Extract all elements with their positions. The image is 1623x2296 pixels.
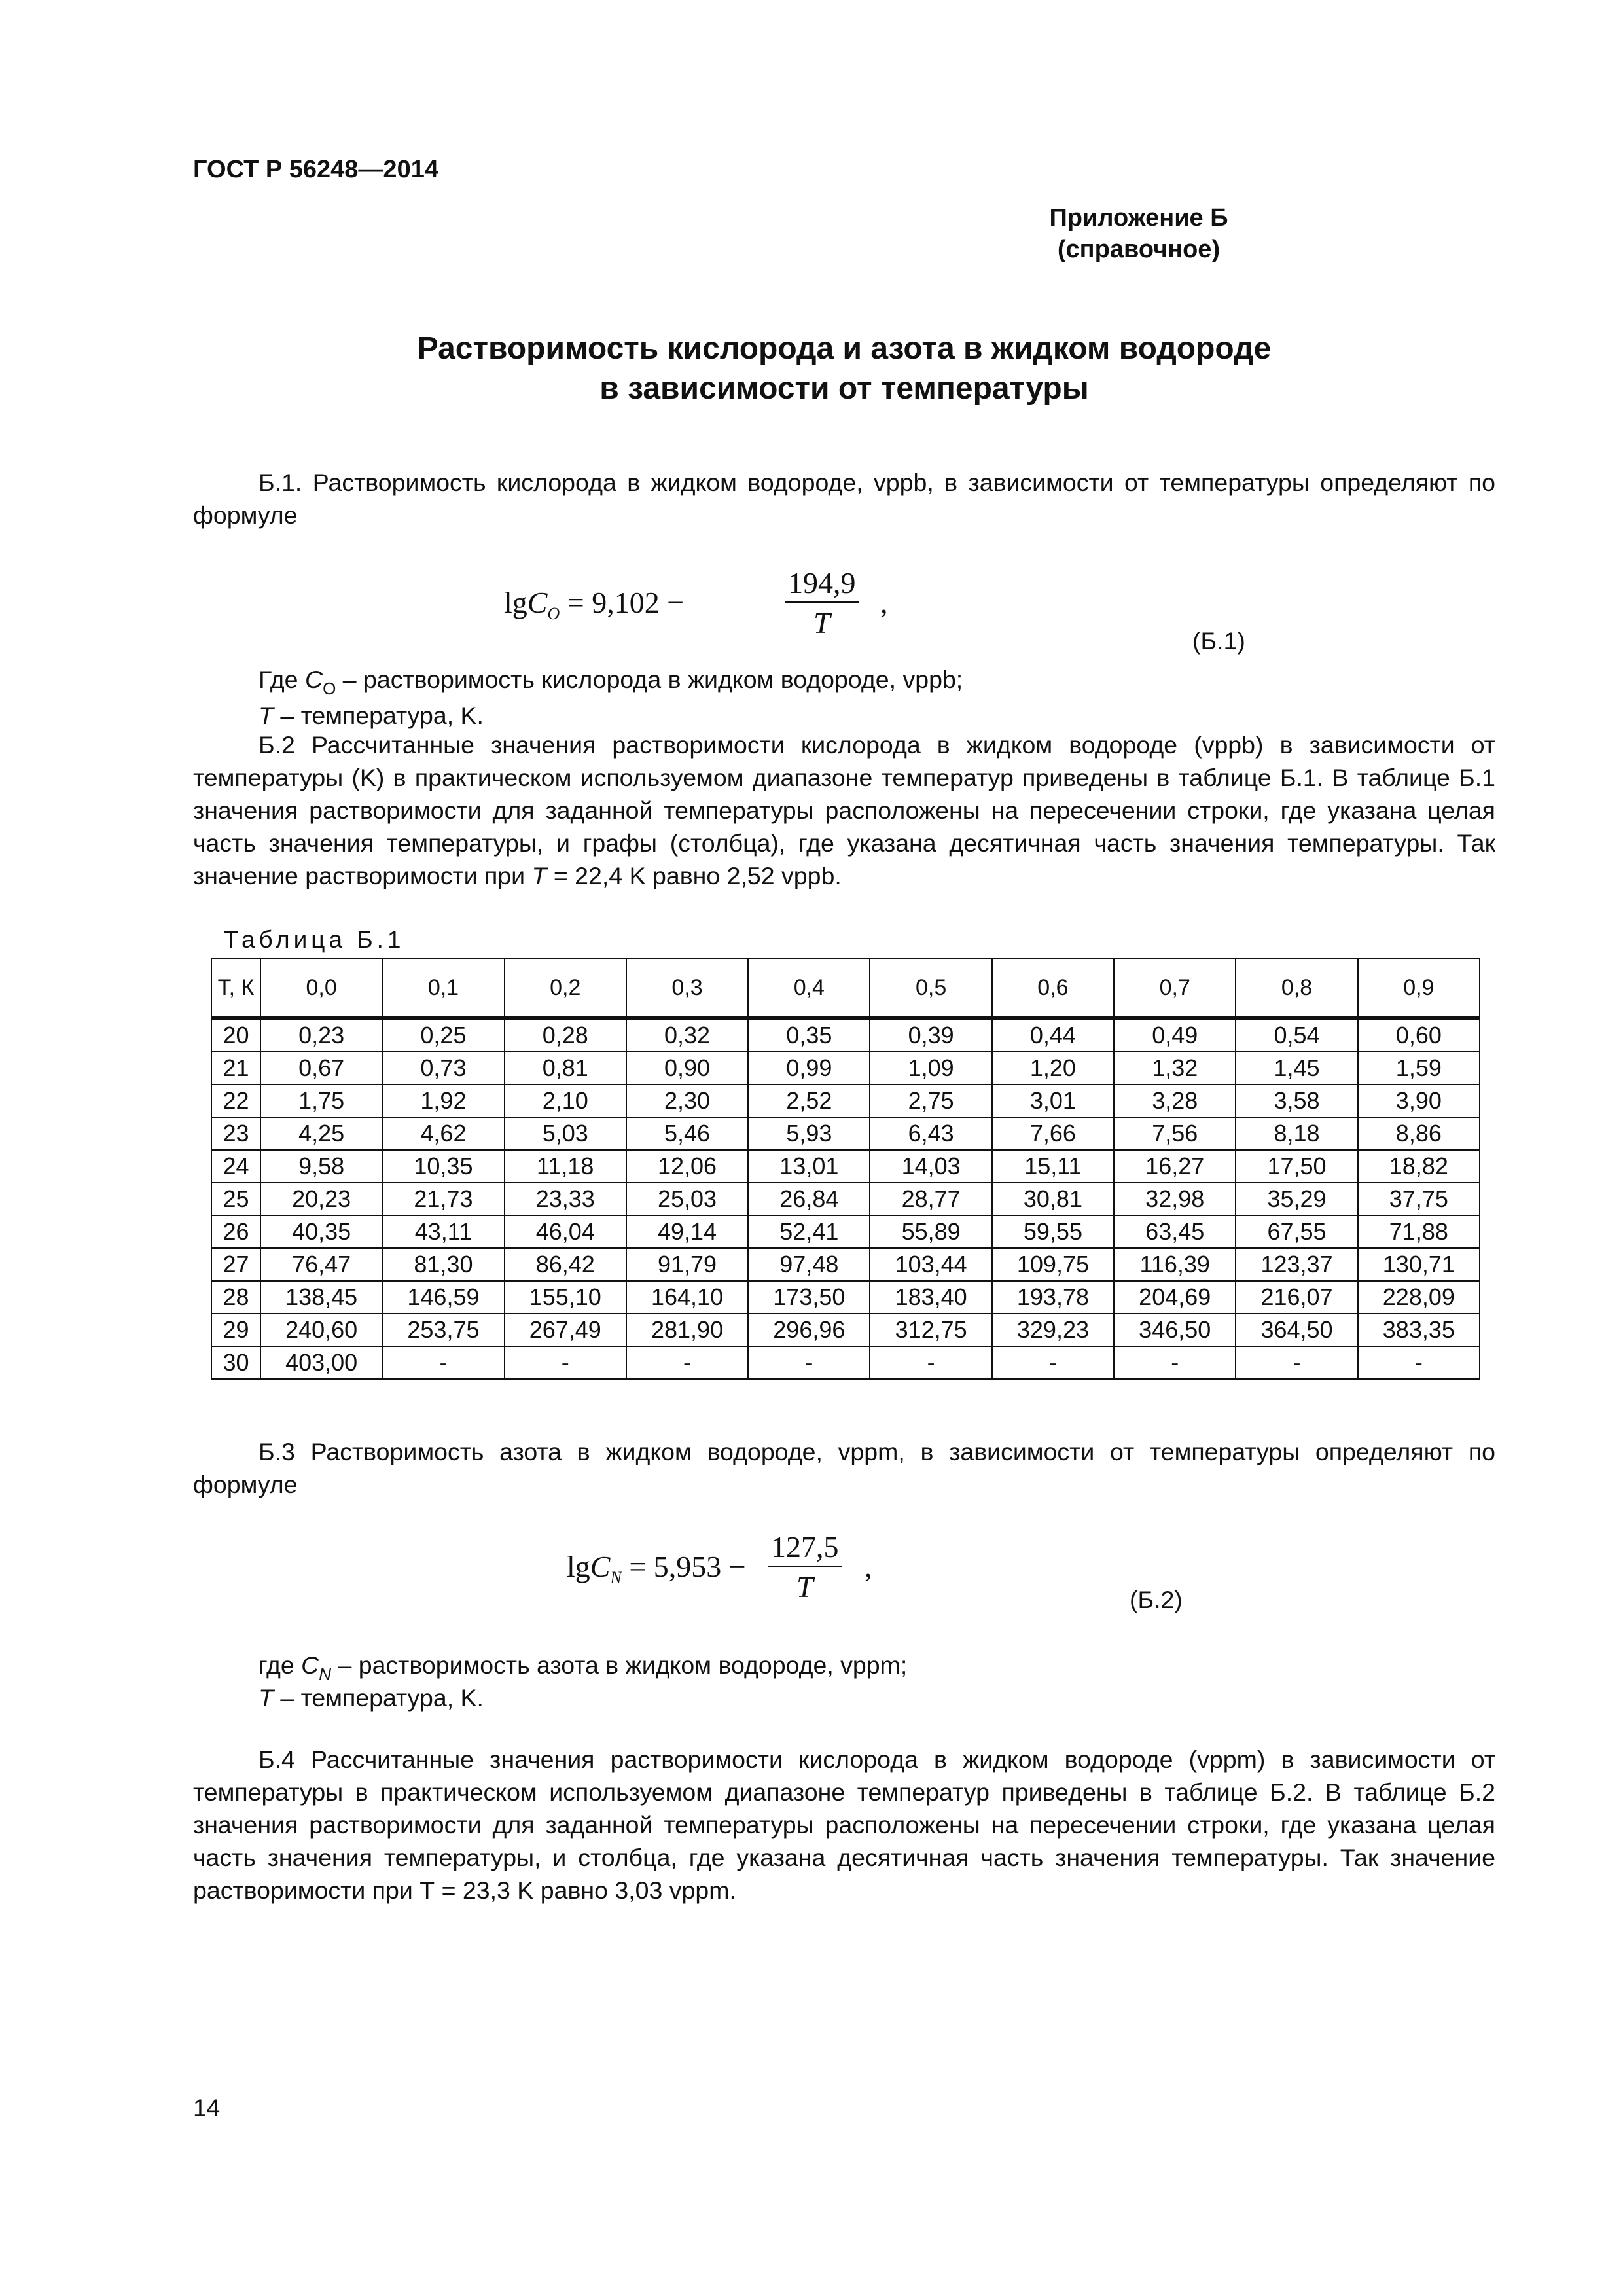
table-cell: 18,82 [1358, 1150, 1480, 1183]
table-cell: 40,35 [260, 1215, 382, 1248]
table-b1-row-temp: 25 [211, 1183, 260, 1215]
table-cell: 3,28 [1114, 1085, 1236, 1117]
formula-b2-tail: , [865, 1550, 872, 1583]
formula-b2-numerator: 127,5 [768, 1530, 842, 1567]
table-cell: 103,44 [870, 1248, 991, 1281]
table-cell: 37,75 [1358, 1183, 1480, 1215]
table-cell: 5,03 [505, 1117, 626, 1150]
where-t2-line [259, 1681, 484, 1714]
formula-b2-lg: lg [567, 1550, 590, 1583]
table-cell: 3,58 [1236, 1085, 1357, 1117]
where-n-var: C [301, 1651, 319, 1679]
table-cell: - [1236, 1346, 1357, 1379]
table-cell: 0,73 [382, 1052, 504, 1085]
table-b1-header-row [211, 958, 1480, 1018]
formula-b1-lg: lg [504, 586, 527, 619]
table-cell: 1,59 [1358, 1052, 1480, 1085]
table-row [211, 1281, 1480, 1314]
table-b1-row-temp: 30 [211, 1346, 260, 1379]
table-cell: 0,49 [1114, 1018, 1236, 1052]
table-cell: 146,59 [382, 1281, 504, 1314]
table-row [211, 1018, 1480, 1052]
table-cell: 383,35 [1358, 1314, 1480, 1346]
table-cell: 0,25 [382, 1018, 504, 1052]
table-row [211, 1085, 1480, 1117]
table-cell: 59,55 [992, 1215, 1114, 1248]
table-cell: 67,55 [1236, 1215, 1357, 1248]
table-b1-col-header: 0,3 [626, 958, 748, 1018]
table-b1-col-header: 0,4 [748, 958, 870, 1018]
table-b1-corner: Т, К [211, 958, 260, 1018]
table-cell: 253,75 [382, 1314, 504, 1346]
table-cell: 1,20 [992, 1052, 1114, 1085]
table-cell: 0,60 [1358, 1018, 1480, 1052]
table-cell: 204,69 [1114, 1281, 1236, 1314]
where-n-sub: N [319, 1664, 332, 1684]
table-cell: 5,93 [748, 1117, 870, 1150]
formula-b2-var: C [590, 1550, 611, 1583]
table-cell: 329,23 [992, 1314, 1114, 1346]
table-cell: 55,89 [870, 1215, 991, 1248]
table-cell: 14,03 [870, 1150, 991, 1183]
where-n-prefix: где [259, 1651, 294, 1679]
table-cell: 0,44 [992, 1018, 1114, 1052]
table-cell: 0,23 [260, 1018, 382, 1052]
table-cell: - [626, 1346, 748, 1379]
table-row [211, 1215, 1480, 1248]
table-cell: 0,81 [505, 1052, 626, 1085]
table-cell: 173,50 [748, 1281, 870, 1314]
table-b1-row-temp: 28 [211, 1281, 260, 1314]
table-cell: 1,45 [1236, 1052, 1357, 1085]
table-cell: 0,67 [260, 1052, 382, 1085]
table-cell: 1,92 [382, 1085, 504, 1117]
table-cell: 21,73 [382, 1183, 504, 1215]
table-row [211, 1314, 1480, 1346]
where-n-text: – растворимость азота в жидком водороде, vppm; [331, 1651, 908, 1679]
formula-b2-sub: N [610, 1568, 622, 1587]
table-b1-row-temp: 24 [211, 1150, 260, 1183]
table-cell: 267,49 [505, 1314, 626, 1346]
table-cell: 86,42 [505, 1248, 626, 1281]
table-cell: 49,14 [626, 1215, 748, 1248]
table-cell: 116,39 [1114, 1248, 1236, 1281]
table-cell: 1,75 [260, 1085, 382, 1117]
table-b1-row-temp: 21 [211, 1052, 260, 1085]
appendix-name: Приложение Б [1049, 204, 1228, 232]
table-cell: 216,07 [1236, 1281, 1357, 1314]
table-cell: - [748, 1346, 870, 1379]
table-cell: 4,25 [260, 1117, 382, 1150]
section-b4-text: Б.4 Рассчитанные значения растворимости кислорода в жидком водороде (vppm) в зависимости от температуры в практическом используемом диапазоне температур приведены в таблице Б.2. В таблице Б.2 значения растворимости для заданной температуры расположены на пересечении строки, где указана целая часть значения температуры, и столбца, где указана десятичная часть значения температуры. Так значение растворимости при Т = 23,3 K равно 3,03 vppm. [193, 1746, 1495, 1904]
table-cell: 3,90 [1358, 1085, 1480, 1117]
formula-b2-rhs: = 5,953 − [629, 1550, 746, 1583]
table-cell: 123,37 [1236, 1248, 1357, 1281]
table-cell: 2,75 [870, 1085, 991, 1117]
table-b1-col-header: 0,0 [260, 958, 382, 1018]
formula-b2-denominator: T [796, 1570, 813, 1604]
table-b1-caption: Таблица Б.1 [224, 926, 405, 953]
table-cell: 346,50 [1114, 1314, 1236, 1346]
table-row [211, 1183, 1480, 1215]
table-cell: 71,88 [1358, 1215, 1480, 1248]
table-b1-col-header: 0,9 [1358, 958, 1480, 1018]
table-cell: 20,23 [260, 1183, 382, 1215]
table-cell: 63,45 [1114, 1215, 1236, 1248]
table-cell: - [1114, 1346, 1236, 1379]
where-sub: O [323, 679, 336, 698]
table-cell: 364,50 [1236, 1314, 1357, 1346]
page-title-line2: в зависимости от температуры [599, 371, 1089, 406]
table-cell: 138,45 [260, 1281, 382, 1314]
table-b1-row-temp: 20 [211, 1018, 260, 1052]
table-b1-col-header: 0,1 [382, 958, 504, 1018]
table-cell: 312,75 [870, 1314, 991, 1346]
table-cell: 403,00 [260, 1346, 382, 1379]
section-b2-text-b: = 22,4 K равно 2,52 vppb. [553, 862, 842, 889]
table-cell: 35,29 [1236, 1183, 1357, 1215]
table-cell: 1,32 [1114, 1052, 1236, 1085]
table-cell: 6,43 [870, 1117, 991, 1150]
formula-b1-sub: O [547, 604, 560, 623]
table-cell: 228,09 [1358, 1281, 1480, 1314]
table-cell: 25,03 [626, 1183, 748, 1215]
table-cell: 4,62 [382, 1117, 504, 1150]
formula-b1-fraction [785, 565, 859, 640]
table-cell: 1,09 [870, 1052, 991, 1085]
table-cell: 155,10 [505, 1281, 626, 1314]
table-cell: 183,40 [870, 1281, 991, 1314]
table-cell: 81,30 [382, 1248, 504, 1281]
table-row [211, 1052, 1480, 1085]
table-cell: - [992, 1346, 1114, 1379]
formula-b1-numerator: 194,9 [785, 565, 859, 603]
table-cell: 2,52 [748, 1085, 870, 1117]
table-cell: 0,35 [748, 1018, 870, 1052]
formula-b1-number: (Б.1) [1192, 627, 1245, 655]
table-b1-body [211, 1018, 1480, 1380]
table-cell: 2,30 [626, 1085, 748, 1117]
formula-b1-var: C [527, 586, 548, 619]
table-cell: - [1358, 1346, 1480, 1379]
where-var: C [304, 666, 323, 693]
table-cell: 30,81 [992, 1183, 1114, 1215]
table-cell: 16,27 [1114, 1150, 1236, 1183]
appendix-type: (справочное) [1057, 236, 1221, 263]
table-cell: 10,35 [382, 1150, 504, 1183]
table-cell: 3,01 [992, 1085, 1114, 1117]
formula-b1-rhs: = 9,102 − [567, 586, 685, 619]
page-title-line1: Растворимость кислорода и азота в жидком водороде [417, 331, 1272, 366]
table-cell: - [382, 1346, 504, 1379]
table-b1-row-temp: 26 [211, 1215, 260, 1248]
table-cell: 164,10 [626, 1281, 748, 1314]
table-cell: - [505, 1346, 626, 1379]
table-b1-col-header: 0,2 [505, 958, 626, 1018]
section-b2-text [193, 728, 1495, 892]
document-code: ГОСТ Р 56248—2014 [193, 156, 438, 183]
table-cell: 0,99 [748, 1052, 870, 1085]
table-cell: 0,32 [626, 1018, 748, 1052]
table-cell: 13,01 [748, 1150, 870, 1183]
table-cell: 240,60 [260, 1314, 382, 1346]
table-b1-row-temp: 23 [211, 1117, 260, 1150]
formula-b2-number: (Б.2) [1130, 1586, 1183, 1613]
table-cell: 76,47 [260, 1248, 382, 1281]
table-cell: 23,33 [505, 1183, 626, 1215]
where-prefix: Где [259, 666, 298, 693]
t2-var: T [259, 1684, 274, 1712]
table-b1-col-header: 0,6 [992, 958, 1114, 1018]
table-cell: 7,66 [992, 1117, 1114, 1150]
table-cell: 5,46 [626, 1117, 748, 1150]
table-b1-col-header: 0,5 [870, 958, 991, 1018]
table-cell: 28,77 [870, 1183, 991, 1215]
table-cell: 7,56 [1114, 1117, 1236, 1150]
section-b2-text-a: Б.2 Рассчитанные значения растворимости кислорода в жидком водороде (vppb) в зависимости от температуры (K) в практическом используемом диапазоне температур приведены в таблице Б.1. В таблице Б.1 значения растворимости для заданной температуры расположены на пересечении строки, где указана целая часть значения температуры, и графы (столбца), где указана десятичная часть значения температуры. Так значение растворимости при [193, 731, 1495, 889]
table-b1-row-temp: 29 [211, 1314, 260, 1346]
t-var: T [259, 702, 274, 729]
table-cell: 2,10 [505, 1085, 626, 1117]
t-text: – температура, K. [273, 702, 484, 729]
table-cell: 12,06 [626, 1150, 748, 1183]
formula-b1-tail: , [880, 586, 888, 619]
section-b1-text: Б.1. Растворимость кислорода в жидком водороде, vppb, в зависимости от температуры определяют по формуле [193, 469, 1495, 529]
table-row [211, 1150, 1480, 1183]
table-cell: 26,84 [748, 1183, 870, 1215]
table-cell: 193,78 [992, 1281, 1114, 1314]
table-row [211, 1248, 1480, 1281]
table-cell: 8,18 [1236, 1117, 1357, 1150]
where-text: – растворимость кислорода в жидком водороде, vppb; [336, 666, 963, 693]
table-cell: - [870, 1346, 991, 1379]
table-cell: 8,86 [1358, 1117, 1480, 1150]
table-cell: 109,75 [992, 1248, 1114, 1281]
formula-b1 [504, 566, 962, 649]
where-t-line [259, 699, 484, 732]
table-cell: 17,50 [1236, 1150, 1357, 1183]
table-cell: 11,18 [505, 1150, 626, 1183]
table-cell: 130,71 [1358, 1248, 1480, 1281]
page-number: 14 [193, 2094, 221, 2121]
t2-text: – температура, K. [273, 1684, 484, 1712]
table-b1-col-header: 0,7 [1114, 958, 1236, 1018]
table-cell: 0,39 [870, 1018, 991, 1052]
table-b1-row-temp: 27 [211, 1248, 260, 1281]
table-cell: 296,96 [748, 1314, 870, 1346]
table-cell: 0,90 [626, 1052, 748, 1085]
formula-b2 [567, 1530, 1025, 1613]
table-cell: 32,98 [1114, 1183, 1236, 1215]
formula-b1-denominator: T [813, 606, 830, 639]
table-cell: 15,11 [992, 1150, 1114, 1183]
table-b1-col-header: 0,8 [1236, 958, 1357, 1018]
table-cell: 52,41 [748, 1215, 870, 1248]
table-cell: 0,28 [505, 1018, 626, 1052]
table-row [211, 1117, 1480, 1150]
table-cell: 9,58 [260, 1150, 382, 1183]
table-cell: 281,90 [626, 1314, 748, 1346]
table-cell: 97,48 [748, 1248, 870, 1281]
table-b1 [211, 958, 1480, 1380]
table-row [211, 1346, 1480, 1379]
table-cell: 0,54 [1236, 1018, 1357, 1052]
table-b1-row-temp: 22 [211, 1085, 260, 1117]
table-cell: 46,04 [505, 1215, 626, 1248]
section-b2-var: T [531, 862, 547, 889]
table-cell: 43,11 [382, 1215, 504, 1248]
section-b3-text: Б.3 Растворимость азота в жидком водороде, vppm, в зависимости от температуры определяют по формуле [193, 1438, 1495, 1498]
table-cell: 91,79 [626, 1248, 748, 1281]
formula-b2-fraction [768, 1530, 842, 1604]
